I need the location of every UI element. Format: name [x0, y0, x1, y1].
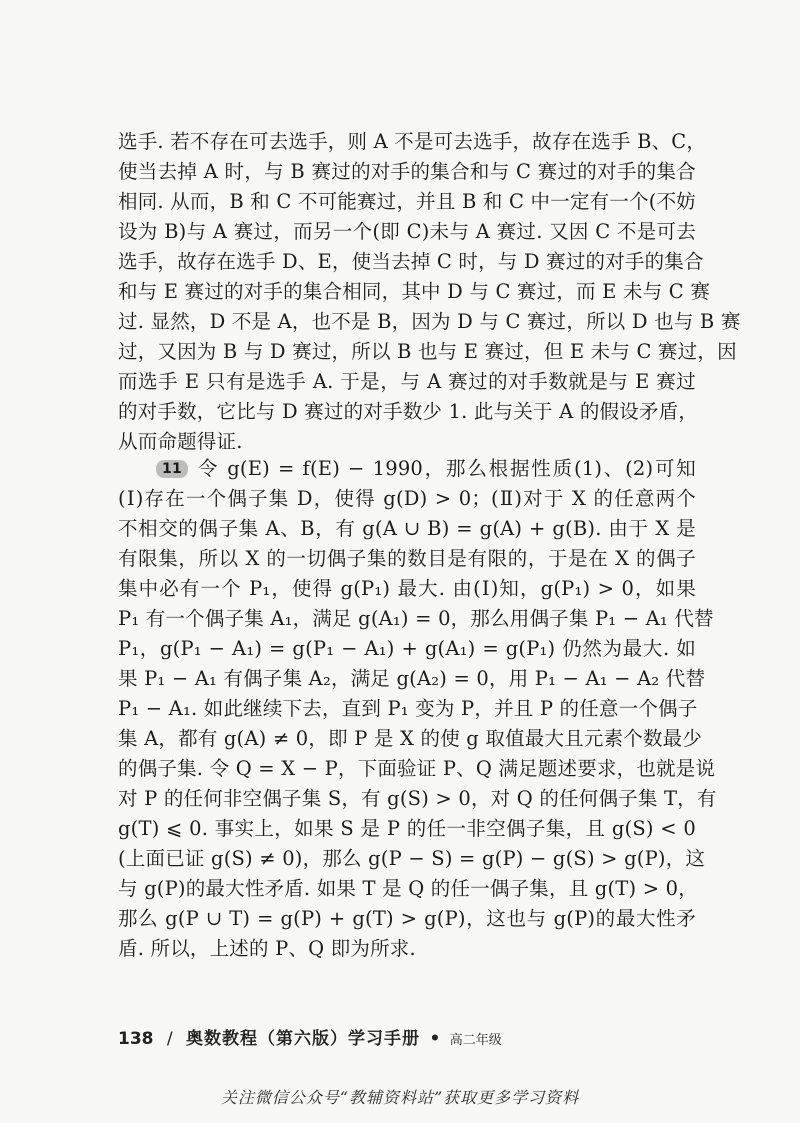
- solution-11: [118, 454, 717, 964]
- text-line: 令 g(E) = f(E) − 1990，那么根据性质(1)、(2)可知: [197, 457, 696, 480]
- text-line: 使当去掉 A 时，与 B 赛过的对手的集合和与 C 赛过的对手的集合: [118, 160, 696, 183]
- grade-label: 高二年级: [449, 1033, 502, 1048]
- footer-dot: •: [429, 1029, 441, 1049]
- text-line: P₁ 有一个偶子集 A₁，满足 g(A₁) = 0，那么用偶子集 P₁ − A₁ 代替: [118, 607, 714, 630]
- text-line: 从而命题得证.: [118, 430, 243, 453]
- text-line: 选手. 若不存在可去选手，则 A 不是可去选手，故存在选手 B、C，: [118, 130, 707, 153]
- text-line: g(T) ⩽ 0. 事实上，如果 S 是 P 的任一非空偶子集，且 g(S) < 0: [118, 817, 696, 840]
- watermark-text: 关注微信公众号“教辅资料站”获取更多学习资料: [220, 1088, 580, 1107]
- problem-number-badge: 11: [156, 460, 188, 478]
- text-line: 集 A，都有 g(A) ≠ 0，即 P 是 X 的使 g 取值最大且元素个数最少: [118, 727, 703, 750]
- text-line: 的偶子集. 令 Q = X − P，下面验证 P、Q 满足题述要求，也就是说: [118, 757, 716, 780]
- solution-continuation: [118, 127, 741, 457]
- text-line: 对 P 的任何非空偶子集 S，有 g(S) > 0，对 Q 的任何偶子集 T，有: [118, 787, 717, 810]
- text-line: 相同. 从而，B 和 C 不可能赛过，并且 B 和 C 中一定有一个(不妨: [118, 190, 696, 213]
- text-line: (上面已证 g(S) ≠ 0)，那么 g(P − S) = g(P) − g(S) > g(P)，这: [118, 847, 706, 870]
- book-title: 奥数教程（第六版）学习手册: [186, 1029, 421, 1049]
- text-line: 过. 显然，D 不是 A，也不是 B，因为 D 与 C 赛过，所以 D 也与 B 赛: [118, 310, 741, 333]
- text-line: 而选手 E 只有是选手 A. 于是，与 A 赛过的对手数就是与 E 赛过: [118, 370, 696, 393]
- text-line: 和与 E 赛过的对手的集合相同，其中 D 与 C 赛过，而 E 未与 C 赛: [118, 280, 711, 303]
- text-line: 设为 B)与 A 赛过，而另一个(即 C)未与 A 赛过. 又因 C 不是可去: [118, 220, 696, 243]
- text-line: 选手，故存在选手 D、E，使当去掉 C 时，与 D 赛过的对手的集合: [118, 250, 704, 273]
- text-line: 的对手数，它比与 D 赛过的对手数少 1. 此与关于 A 的假设矛盾，: [118, 400, 699, 423]
- text-line: P₁，g(P₁ − A₁) = g(P₁ − A₁) + g(A₁) = g(P₁) 仍然为最大. 如: [118, 637, 696, 660]
- page-footer: [118, 1024, 502, 1049]
- text-line: 那么 g(P ∪ T) = g(P) + g(T) > g(P)，这也与 g(P)的最大性矛: [118, 907, 696, 930]
- text-line: P₁ − A₁. 如此继续下去，直到 P₁ 变为 P，并且 P 的任意一个偶子: [118, 697, 698, 720]
- text-line: 集中必有一个 P₁，使得 g(P₁) 最大. 由(Ⅰ)知，g(P₁) > 0，如果: [118, 577, 696, 600]
- text-line: 与 g(P)的最大性矛盾. 如果 T 是 Q 的任一偶子集，且 g(T) > 0，: [118, 877, 698, 900]
- text-line: 果 P₁ − A₁ 有偶子集 A₂，满足 g(A₂) = 0，用 P₁ − A₁ − A₂ 代替: [118, 667, 706, 690]
- page-number: 138: [118, 1029, 154, 1049]
- text-line: 过，又因为 B 与 D 赛过，所以 B 也与 E 赛过，但 E 未与 C 赛过，因: [118, 340, 737, 363]
- text-line: (Ⅰ)存在一个偶子集 D，使得 g(D) > 0；(Ⅱ)对于 X 的任意两个: [118, 487, 696, 510]
- text-line: 不相交的偶子集 A、B，有 g(A ∪ B) = g(A) + g(B). 由于 X 是: [118, 517, 696, 540]
- problem-heading-line: [118, 454, 696, 484]
- text-line: 有限集，所以 X 的一切偶子集的数目是有限的，于是在 X 的偶子: [118, 547, 696, 570]
- text-line: 盾. 所以，上述的 P、Q 即为所求.: [118, 937, 416, 960]
- footer-separator: /: [166, 1029, 173, 1049]
